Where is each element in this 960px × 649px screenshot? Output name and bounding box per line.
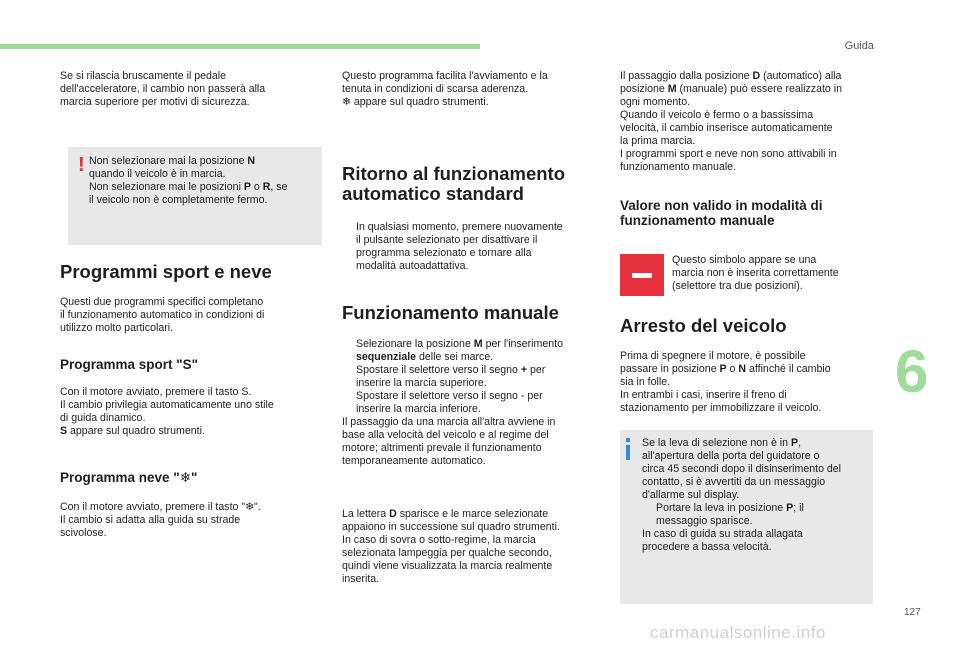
manual-bullet-2: Spostare il selettore verso il segno + per inserire la marcia superiore.	[356, 364, 546, 389]
page-number: 127	[904, 607, 921, 618]
sport-bullet: Con il motore avviato, premere il tasto S.	[60, 386, 252, 398]
column-2	[342, 70, 604, 586]
chapter-number: 6	[895, 338, 929, 405]
intro-text: Questo programma facilita l'avviamento e la tenuta in condizioni di scarsa aderenza.	[342, 70, 548, 95]
sport-heading: Programma sport "S"	[60, 357, 199, 372]
manual-heading: Funzionamento manuale	[342, 302, 559, 323]
manual-text: Il passaggio da una marcia all'altra avviene in base alla velocità del veicolo e al regime del motore; altrimenti prevale il funzionamento temporaneamente automatico.	[342, 416, 556, 467]
position-change-text: Il passaggio dalla posizione D (automatico) alla posizione M (manuale) può essere realizzato in	[620, 70, 842, 95]
warning-icon: !	[78, 154, 85, 176]
info-text: Se la leva di selezione non è in P, all'apertura della porta del guidatore o circa 45 secondi dopo il disinserimento del contatto, si è avvertiti da un messaggio d'allarme sul display. Portare la leva in posizione P; il messaggio sparisce. In caso di guida su strada allagata procedere a bassa velocità.	[642, 437, 870, 554]
info-box	[620, 430, 873, 604]
programs-text: Questi due programmi specifici completano il funzionamento automatico in condizioni di utilizzo molto particolari.	[60, 296, 265, 334]
return-bullet: In qualsiasi momento, premere nuovamente il pulsante selezionato per disattivare il programma selezionato e tornare alla modalità autoadattativa.	[356, 221, 563, 272]
return-heading: Ritorno al funzionamento automatico standard	[342, 163, 566, 204]
stop-text: Prima di spegnere il motore, è possibile passare in posizione P o N affinché il cambio	[620, 350, 831, 375]
invalid-text-block	[672, 254, 882, 293]
warning-box	[68, 147, 322, 245]
programs-section	[60, 262, 322, 540]
watermark: carmanualsonline.info	[650, 623, 826, 642]
column-3	[620, 70, 882, 228]
sport-text: Il cambio privilegia automaticamente uno stile di guida dinamico.	[60, 399, 274, 424]
stop-section	[620, 316, 882, 415]
invalid-heading: Valore non valido in modalità di funzionamento manuale	[620, 198, 823, 228]
snow-heading: Programma neve "❄"	[60, 470, 198, 485]
snow-bullet: Con il motore avviato, premere il tasto "❄".	[60, 501, 261, 513]
info-icon	[626, 438, 630, 460]
programs-heading: Programmi sport e neve	[60, 261, 272, 282]
manual-info-text: ogni momento. Quando il veicolo è fermo o a bassissima velocità, il cambio inserisce automaticamente la prima marcia. I programmi sport e neve non sono attivabili in funzionamento manuale.	[620, 96, 837, 173]
column-1	[60, 70, 322, 109]
stop-text-cont: sia in folle. In entrambi i casi, inserire il freno di stazionamento per immobilizzare il veicolo.	[620, 376, 822, 414]
invalid-text: Questo simbolo appare se una marcia non è inserita correttamente (selettore tra due posizioni).	[672, 254, 839, 292]
invalid-gear-icon	[620, 254, 664, 296]
letter-d-text: La lettera D sparisce e le marce selezionate	[342, 508, 549, 520]
snow-text: Il cambio si adatta alla guida su strade scivolose.	[60, 514, 241, 539]
info-bullet: Portare la leva in posizione P; il messaggio sparisce.	[656, 502, 804, 527]
sport-indicator-text: S appare sul quadro strumenti.	[60, 425, 205, 437]
section-title: Guida	[844, 40, 874, 52]
header-accent-bar	[0, 44, 480, 49]
manual-bullet-3: Spostare il selettore verso il segno - per inserire la marcia inferiore.	[356, 390, 543, 415]
stop-heading: Arresto del veicolo	[620, 315, 787, 336]
snow-indicator-text: ❄ appare sul quadro strumenti.	[342, 96, 489, 108]
manual-bullet-1: Selezionare la posizione M per l'inserimento sequenziale delle sei marce.	[356, 338, 563, 363]
letter-d-text-cont: appaiono in successione sul quadro strumenti. In caso di sovra o sotto-regime, la marcia selezionata lampeggia per qualche secondo, quindi viene visualizzata la marcia realmente inserita.	[342, 521, 560, 585]
warning-text: Non selezionare mai la posizione N quando il veicolo è in marcia. Non selezionare mai le posizioni P o R, se il veicolo non è completamente fermo.	[89, 155, 288, 206]
intro-text: Se si rilascia bruscamente il pedale dell'acceleratore, il cambio non passerà alla marcia superiore per motivi di sicurezza.	[60, 70, 266, 108]
